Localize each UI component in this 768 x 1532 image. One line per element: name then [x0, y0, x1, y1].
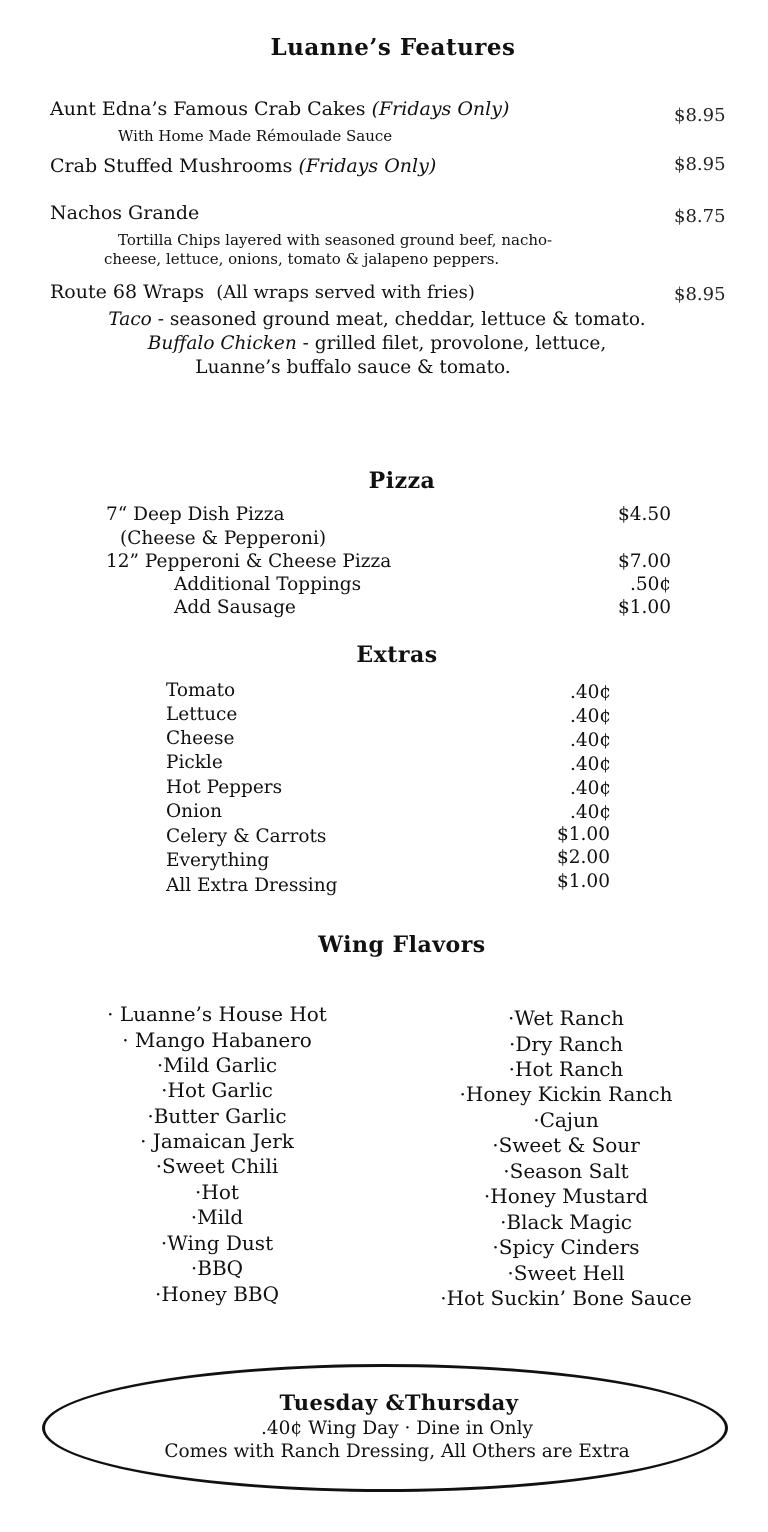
taco-wrap-name: Taco [108, 309, 152, 330]
pizza-item-price: .50¢ [630, 574, 672, 595]
taco-wrap [0, 309, 754, 330]
wraps-price: $8.95 [674, 284, 726, 305]
extras-title: Extras [356, 642, 438, 668]
wing-flavor: ·Sweet Hell [507, 1261, 625, 1285]
extras-item-label: Everything [166, 850, 270, 871]
wing-flavor: ·Honey BBQ [154, 1282, 279, 1306]
crab-cakes-label: Aunt Edna’s Famous Crab Cakes [50, 98, 366, 120]
pizza-item-label: 12” Pepperoni & Cheese Pizza [106, 551, 392, 572]
extras-item-price: $2.00 [557, 847, 610, 868]
buffalo-wrap-name: Buffalo Chicken [147, 333, 297, 354]
extras-item-price: .40¢ [570, 682, 612, 703]
pizza-item-label: Add Sausage [174, 597, 296, 618]
wing-flavor: ·Hot Ranch [508, 1057, 624, 1081]
wing-day-title: Tuesday &Thursday [279, 1390, 519, 1415]
pizza-item-price: $7.00 [618, 551, 671, 572]
wing-flavor: · Luanne’s House Hot [107, 1002, 327, 1026]
wraps-name-row [50, 281, 475, 303]
nachos-desc-1: Tortilla Chips layered with seasoned ground beef, nacho- [118, 231, 553, 249]
wing-flavor: ·Hot Garlic [161, 1078, 273, 1102]
mushrooms-price: $8.95 [674, 154, 726, 175]
crab-cakes-note: (Fridays Only) [371, 98, 510, 120]
pizza-item-label: Additional Toppings [174, 574, 362, 595]
extras-item-price: .40¢ [570, 754, 612, 775]
wing-flavor: ·Sweet Chili [155, 1154, 279, 1178]
wing-flavor: ·Wing Dust [160, 1231, 274, 1255]
mushrooms-label: Crab Stuffed Mushrooms [50, 155, 293, 177]
buffalo-wrap [0, 333, 754, 354]
wing-flavor: ·Hot [195, 1180, 239, 1204]
pizza-item-label: (Cheese & Pepperoni) [120, 528, 327, 549]
extras-item-price: $1.00 [557, 871, 610, 892]
nachos-price: $8.75 [674, 206, 726, 227]
extras-item-price: .40¢ [570, 730, 612, 751]
crab-cakes-desc: With Home Made Rémoulade Sauce [118, 127, 393, 145]
wing-flavor: ·Mild [190, 1205, 244, 1229]
mushrooms-name [50, 155, 436, 177]
extras-item-price: $1.00 [557, 824, 610, 845]
wing-flavor: ·Honey Kickin Ranch [459, 1082, 673, 1106]
wing-flavor: ·Season Salt [503, 1159, 629, 1183]
extras-item-price: .40¢ [570, 706, 612, 727]
extras-item-label: Celery & Carrots [166, 826, 327, 847]
taco-wrap-desc: - seasoned ground meat, cheddar, lettuce & tomato. [151, 309, 646, 330]
wing-flavor: · Jamaican Jerk [140, 1129, 294, 1153]
extras-item-label: All Extra Dressing [166, 875, 338, 896]
wing-flavor: ·Black Magic [500, 1210, 632, 1234]
wings-title: Wing Flavors [318, 932, 486, 958]
pizza-item-label: 7“ Deep Dish Pizza [106, 504, 285, 525]
pizza-title: Pizza [368, 468, 436, 494]
wing-flavor: ·Honey Mustard [483, 1184, 649, 1208]
extras-item-price: .40¢ [570, 802, 612, 823]
extras-item-label: Pickle [166, 752, 223, 773]
wing-day-line-2: Comes with Ranch Dressing, All Others are Extra [164, 1441, 630, 1462]
wraps-name: Route 68 Wraps [50, 281, 205, 303]
wraps-note: (All wraps served with fries) [216, 282, 475, 303]
wing-flavor: ·Wet Ranch [508, 1006, 624, 1030]
wing-day-line-1: .40¢ Wing Day · Dine in Only [261, 1418, 533, 1439]
wing-flavor: ·Cajun [533, 1108, 599, 1132]
wing-flavor: ·Dry Ranch [508, 1032, 623, 1056]
wing-flavor: ·Hot Suckin’ Bone Sauce [440, 1286, 692, 1310]
crab-cakes-name [50, 98, 509, 120]
wing-flavor: ·Mild Garlic [156, 1053, 278, 1077]
wing-flavor: ·Spicy Cinders [492, 1235, 640, 1259]
wing-flavor: ·Sweet & Sour [492, 1133, 640, 1157]
extras-item-label: Cheese [166, 728, 235, 749]
wing-flavor: · Mango Habanero [122, 1028, 312, 1052]
wing-flavor: ·Butter Garlic [147, 1104, 287, 1128]
pizza-item-price: $1.00 [618, 597, 671, 618]
extras-item-label: Lettuce [166, 704, 238, 725]
buffalo-wrap-desc: - grilled filet, provolone, lettuce, [296, 333, 607, 354]
extras-item-label: Onion [166, 801, 223, 822]
wing-flavor: ·BBQ [190, 1256, 244, 1280]
features-title: Luanne’s Features [270, 34, 516, 61]
buffalo-wrap-desc-2: Luanne’s buffalo sauce & tomato. [195, 357, 511, 378]
nachos-name: Nachos Grande [50, 202, 200, 224]
mushrooms-note: (Fridays Only) [298, 155, 437, 177]
extras-item-label: Hot Peppers [166, 777, 283, 798]
extras-item-price: .40¢ [570, 778, 612, 799]
nachos-desc-2: cheese, lettuce, onions, tomato & jalapeno peppers. [104, 250, 500, 268]
pizza-item-price: $4.50 [618, 504, 671, 525]
extras-item-label: Tomato [166, 680, 236, 701]
crab-cakes-price: $8.95 [674, 105, 726, 126]
